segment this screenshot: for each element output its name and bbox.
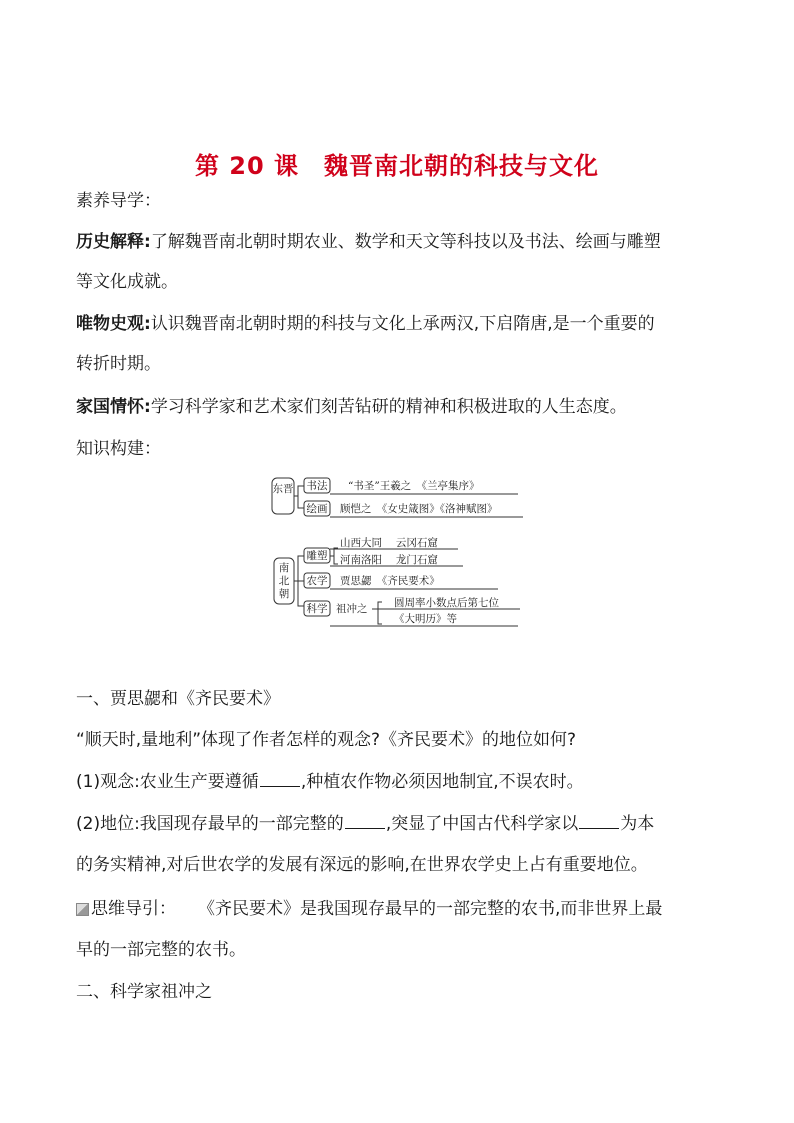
answer1-prefix: (1)观念:农业生产要遵循 bbox=[76, 772, 259, 792]
answer2-blank2[interactable] bbox=[579, 812, 619, 829]
calligraphy-label: 书法 bbox=[306, 480, 328, 492]
objective-materialism-line1 bbox=[76, 310, 726, 338]
objective-patriotism-text: 学习科学家和艺术家们刻苦钻研的精神和积极进取的人生态度。 bbox=[150, 397, 627, 417]
east-jin-label: 东晋 bbox=[272, 483, 294, 495]
objective-materialism-label: 唯物史观: bbox=[76, 314, 151, 334]
sculpture-item2: 河南洛阳 龙门石窟 bbox=[340, 554, 438, 566]
objective-materialism-line2: 转折时期。 bbox=[76, 354, 161, 374]
page-title: 第 20 课 魏晋南北朝的科技与文化 bbox=[194, 152, 600, 180]
answer2-middle: ,突显了中国古代科学家以 bbox=[385, 814, 579, 834]
painting-label: 绘画 bbox=[306, 503, 328, 515]
south-north-char3: 朝 bbox=[278, 588, 290, 600]
objective-history-line1 bbox=[76, 228, 726, 256]
science-person: 祖冲之 bbox=[336, 603, 368, 615]
knowledge-diagram bbox=[268, 474, 530, 634]
south-north-char2: 北 bbox=[278, 575, 290, 587]
answer1-blank[interactable] bbox=[260, 770, 300, 787]
knowledge-label: 知识构建： bbox=[76, 439, 161, 459]
hint-icon bbox=[76, 903, 89, 916]
sculpture-label: 雕塑 bbox=[306, 550, 328, 562]
answer2-line2: 的务实精神,对后世农学的发展有深远的影响,在世界农学史上占有重要地位。 bbox=[76, 855, 648, 875]
south-north-bracket bbox=[294, 556, 304, 606]
answer2-line1 bbox=[76, 810, 726, 838]
section2-heading: 二、科学家祖冲之 bbox=[76, 982, 212, 1002]
objective-patriotism-line bbox=[76, 393, 726, 421]
east-jin-bracket bbox=[294, 486, 304, 508]
answer1-line bbox=[76, 768, 726, 796]
painting-item: 顾恺之 《女史箴图》《洛神赋图》 bbox=[340, 503, 498, 515]
hint-line1 bbox=[76, 895, 726, 923]
science-item2: 《大明历》等 bbox=[394, 613, 457, 625]
section1-heading: 一、贾思勰和《齐民要术》 bbox=[76, 689, 280, 709]
answer2-prefix: (2)地位:我国现存最早的一部完整的 bbox=[76, 814, 344, 834]
objective-history-label: 历史解释: bbox=[76, 232, 151, 252]
science-label: 科学 bbox=[306, 603, 328, 615]
objective-patriotism-label: 家国情怀: bbox=[76, 397, 151, 417]
science-item1: 圆周率小数点后第七位 bbox=[394, 597, 499, 609]
guide-label: 素养导学： bbox=[76, 191, 161, 211]
hint-text: 《齐民要术》是我国现存最早的一部完整的农书,而非世界上最 bbox=[198, 899, 663, 919]
answer2-suffix: 为本 bbox=[620, 814, 655, 834]
hint-label: 思维导引： bbox=[91, 899, 176, 919]
sculpture-item1: 山西大同 云冈石窟 bbox=[340, 537, 438, 549]
sculpture-bracket bbox=[330, 548, 338, 564]
hint-line2: 早的一部完整的农书。 bbox=[76, 940, 246, 960]
answer1-suffix: ,种植农作物必须因地制宜,不误农时。 bbox=[300, 772, 584, 792]
section1-question: “顺天时,量地利”体现了作者怎样的观念?《齐民要术》的地位如何? bbox=[76, 730, 577, 750]
objective-history-line2: 等文化成就。 bbox=[76, 272, 178, 292]
south-north-char1: 南 bbox=[278, 562, 290, 574]
answer2-blank1[interactable] bbox=[345, 812, 385, 829]
objective-materialism-text: 认识魏晋南北朝时期的科技与文化上承两汉,下启隋唐,是一个重要的 bbox=[150, 314, 655, 334]
agriculture-item: 贾思勰 《齐民要术》 bbox=[340, 575, 440, 587]
calligraphy-item: “书圣”王羲之 《兰亭集序》 bbox=[348, 480, 480, 492]
agriculture-label: 农学 bbox=[306, 575, 328, 587]
science-bracket bbox=[372, 602, 382, 624]
objective-history-text: 了解魏晋南北朝时期农业、数学和天文等科技以及书法、绘画与雕塑 bbox=[150, 232, 661, 252]
